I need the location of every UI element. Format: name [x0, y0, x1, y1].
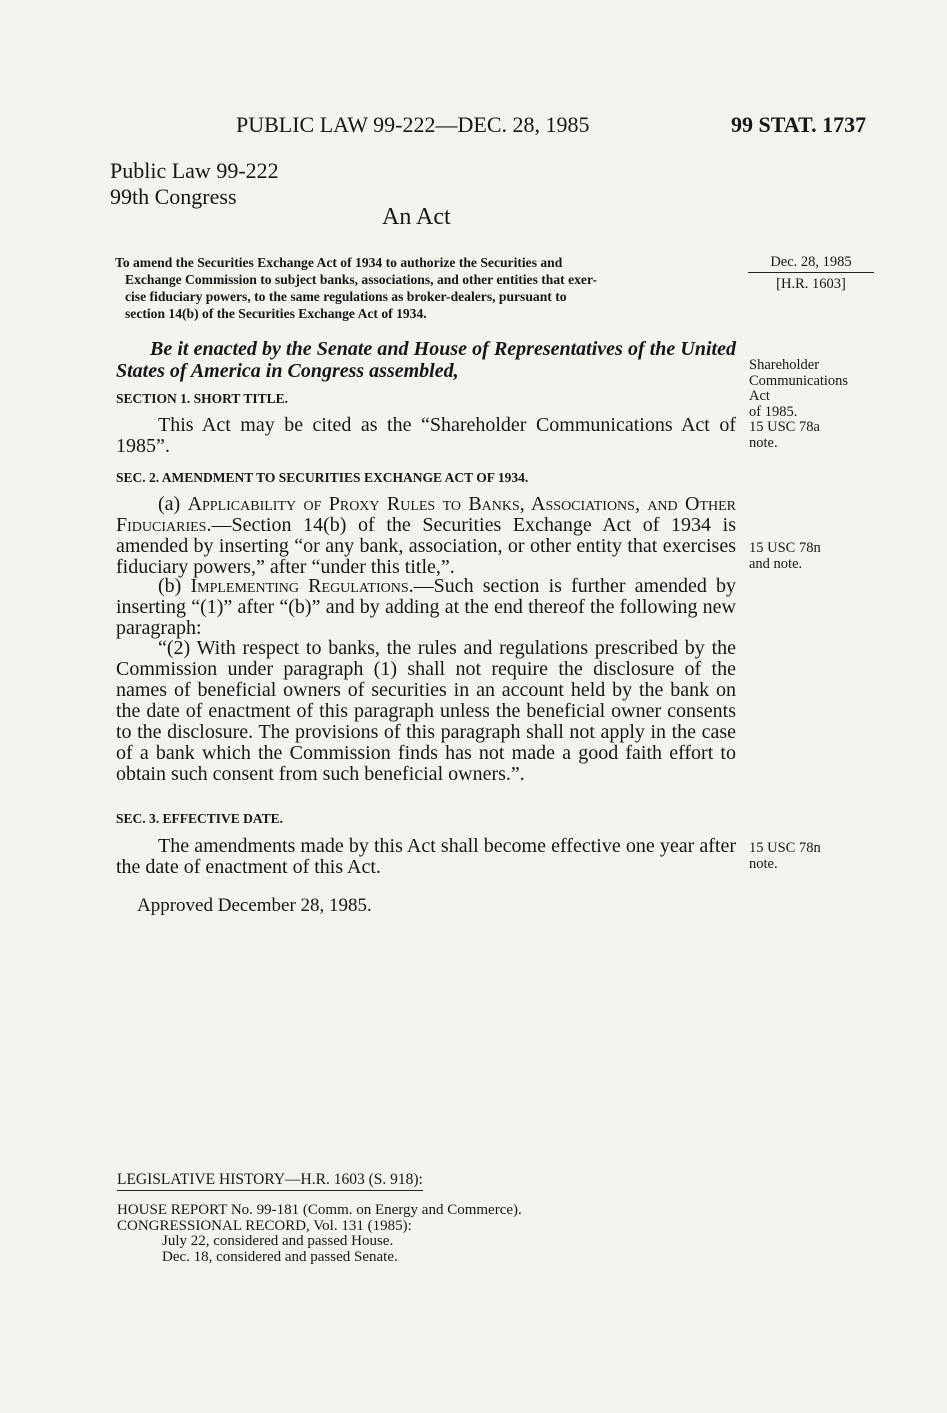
- approval-line: Approved December 28, 1985.: [137, 895, 372, 916]
- purpose-line: cise fiduciary powers, to the same regulations as broker-dealers, pursuant to: [125, 289, 567, 304]
- enactment-date: Dec. 28, 1985: [748, 253, 874, 273]
- note-line: and note.: [749, 556, 803, 572]
- history-entry: July 22, considered and passed House.: [162, 1233, 394, 1249]
- subsection-b-text: —Such section is further amended by inserting “(1)” after “(b)” and by adding at the end thereof the following new paragraph:: [116, 575, 736, 639]
- note-line: Communications: [749, 372, 849, 389]
- quoted-paragraph-2: “(2) With respect to banks, the rules and regulations prescribed by the Commission under paragraph (1) shall not require the disclosure of the names of beneficial owners of securities in an account held by the bank on the date of enactment of this paragraph unless the beneficial owner consents to the disclosure. The provisions of this paragraph shall not apply in the case of a bank which the Commission finds has not made a good faith effort to obtain such consent from such beneficial owners.”.: [116, 637, 736, 785]
- section-1-heading: SECTION 1. SHORT TITLE.: [116, 391, 288, 406]
- section-2-subsection-b: [116, 576, 736, 639]
- purpose-line: Exchange Commission to subject banks, associations, and other entities that exer-: [125, 272, 598, 287]
- stat-page-number: 99 STAT. 1737: [731, 112, 867, 137]
- bill-number: [H.R. 1603]: [776, 276, 846, 292]
- subsection-b-lead: (b): [158, 575, 191, 597]
- history-entry: Dec. 18, considered and passed Senate.: [162, 1248, 398, 1265]
- congress-number: 99th Congress: [110, 184, 237, 209]
- congressional-record: CONGRESSIONAL RECORD, Vol. 131 (1985):: [117, 1217, 412, 1234]
- note-line: Act: [749, 388, 770, 404]
- margin-note-short-title: [749, 358, 848, 451]
- note-line: of 1985.: [749, 403, 798, 420]
- note-line: 15 USC 78n: [749, 840, 821, 856]
- subsection-b-caption: Implementing Regulations.: [190, 575, 414, 597]
- section-2-heading: SEC. 2. AMENDMENT TO SECURITIES EXCHANGE ACT OF 1934.: [116, 470, 529, 485]
- section-1-text: This Act may be cited as the “Shareholder Communications Act of 1985”.: [116, 414, 736, 457]
- section-3-heading: SEC. 3. EFFECTIVE DATE.: [116, 811, 284, 826]
- note-line: note.: [749, 434, 778, 451]
- running-head: PUBLIC LAW 99-222—DEC. 28, 1985: [236, 112, 590, 137]
- note-line: 15 USC 78n: [749, 540, 821, 556]
- house-report: HOUSE REPORT No. 99-181 (Comm. on Energy and Commerce).: [117, 1202, 522, 1218]
- note-line: 15 USC 78a: [749, 419, 820, 435]
- margin-note-sec-2: [749, 540, 821, 572]
- legislative-history-body: [117, 1203, 522, 1265]
- purpose-line: To amend the Securities Exchange Act of 1934 to authorize the Securities and: [115, 255, 563, 270]
- public-law-number: Public Law 99-222: [110, 158, 279, 183]
- note-line: Shareholder: [749, 357, 820, 373]
- legislative-history-heading: LEGISLATIVE HISTORY—H.R. 1603 (S. 918):: [117, 1171, 423, 1191]
- section-2-subsection-a: [116, 494, 736, 578]
- act-heading: An Act: [382, 204, 451, 230]
- law-title-block: [110, 158, 279, 210]
- purpose-paragraph: [115, 254, 735, 322]
- purpose-line: section 14(b) of the Securities Exchange Act of 1934.: [125, 306, 427, 321]
- section-3-text: The amendments made by this Act shall become effective one year after the date of enactment of this Act.: [116, 835, 736, 878]
- enacting-clause: Be it enacted by the Senate and House of Representatives of the United States of America in Congress assembled,: [116, 338, 736, 382]
- subsection-a-caption: Applicability of Proxy Rules to Banks, Associations, and Other Fiduciaries.: [116, 493, 736, 536]
- subsection-a-lead: (a): [158, 493, 188, 515]
- margin-note-sec-3: [749, 840, 821, 872]
- note-line: note.: [749, 856, 778, 872]
- subsection-a-text: —Section 14(b) of the Securities Exchange Act of 1934 is amended by inserting “or any bank, association, or other entity that exercises fiduciary powers,” after “under this title,”.: [116, 514, 736, 578]
- margin-date-block: [748, 253, 874, 293]
